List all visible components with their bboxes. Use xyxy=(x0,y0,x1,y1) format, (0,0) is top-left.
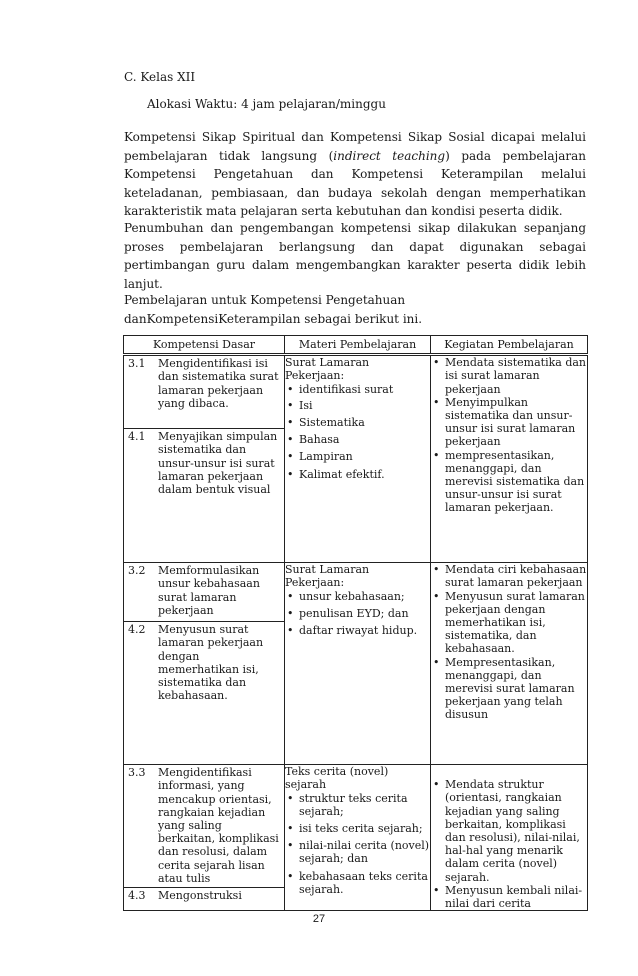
time-allocation: Alokasi Waktu: 4 jam pelajaran/minggu xyxy=(147,97,386,111)
kd-number: 3.1 xyxy=(128,357,146,371)
kd-item xyxy=(124,765,284,887)
list-item: • Menyusun kembali nilai-nilai dari cerita xyxy=(431,884,587,910)
kd-text: Memformulasikan unsur kebahasaan surat lamaran pekerjaan xyxy=(158,564,260,617)
kd-item xyxy=(124,356,284,428)
list-item: • penulisan EYD; dan xyxy=(285,607,430,620)
list-item: • nilai-nilai cerita (novel) sejarah; dan xyxy=(285,839,430,865)
kegiatan-cell xyxy=(431,355,588,563)
kd-item xyxy=(124,428,284,498)
materi-title: Surat Lamaran Pekerjaan: xyxy=(285,563,370,590)
materi-cell xyxy=(285,355,431,563)
kegiatan-cell xyxy=(431,765,588,911)
materi-title: Teks cerita (novel) sejarah xyxy=(285,765,389,792)
kd-number: 4.2 xyxy=(128,623,146,637)
kd-number: 4.3 xyxy=(128,889,146,903)
list-item: • mempresentasikan, menanggapi, dan merevisi sistematika dan unsur-unsur isi surat lamaran pekerjaan. xyxy=(431,449,587,515)
header-kompetensi-dasar: Kompetensi Dasar xyxy=(124,336,285,355)
list-item: • Isi xyxy=(285,399,430,412)
list-item: • Sistematika xyxy=(285,416,430,429)
paragraph-text: Kompetensi Sikap Spiritual dan Kompetensi Sikap Sosial dicapai melalui pembelajaran tidak langsung ( xyxy=(124,130,586,163)
list-item: • daftar riwayat hidup. xyxy=(285,624,430,637)
kd-text: Mengonstruksi xyxy=(158,889,242,903)
list-item: • Mendata struktur (orientasi, rangkaian kejadian yang saling berkaitan, komplikasi dan resolusi), nilai-nilai, hal-hal yang menarik dalam cerita (novel) sejarah. xyxy=(431,778,587,884)
kd-text: Mengidentifikasi informasi, yang mencakup orientasi, rangkaian kejadian yang saling berkaitan, komplikasi dan resolusi, dalam cerita sejarah lisan atau tulis xyxy=(158,766,279,885)
page-number: 27 xyxy=(312,913,326,925)
kegiatan-list xyxy=(431,778,587,910)
intro-line-2: danKompetensiKeterampilan sebagai berikut ini. xyxy=(124,311,423,326)
kd-text: Mengidentifikasi isi dan sistematika surat lamaran pekerjaan yang dibaca. xyxy=(158,357,279,410)
materi-list xyxy=(285,590,430,638)
kegiatan-cell xyxy=(431,563,588,765)
kegiatan-list xyxy=(431,563,587,721)
kd-number: 3.2 xyxy=(128,564,146,578)
list-item: • Mempresentasikan, menanggapi, dan merevisi surat lamaran pekerjaan yang telah disusun xyxy=(431,656,587,722)
kd-item xyxy=(124,621,284,704)
list-item: • unsur kebahasaan; xyxy=(285,590,430,603)
kd-item xyxy=(124,563,284,621)
section-heading: C. Kelas XII xyxy=(124,70,196,84)
kd-cell xyxy=(124,765,285,911)
materi-list xyxy=(285,383,430,481)
list-item: • Menyimpulkan sistematika dan unsur-unsur isi surat lamaran pekerjaan xyxy=(431,396,587,449)
paragraph-attitude-development: Penumbuhan dan pengembangan kompetensi sikap dilakukan sepanjang proses pembelajaran berlangsung dan dapat digunakan sebagai pertimbangan guru dalam mengembangkan karakter peserta didik lebih lanjut. xyxy=(124,221,586,291)
list-item: • identifikasi surat xyxy=(285,383,430,396)
header-kegiatan: Kegiatan Pembelajaran xyxy=(431,336,588,355)
kd-text: Menyusun surat lamaran pekerjaan dengan memerhatikan isi, sistematika dan kebahasaan. xyxy=(158,623,264,703)
list-item: • Mendata sistematika dan isi surat lamaran pekerjaan xyxy=(431,356,587,396)
intro-line-1: Pembelajaran untuk Kompetensi Pengetahuan xyxy=(124,293,406,307)
list-item: • Lampiran xyxy=(285,450,430,463)
paragraph-text: ) pada pembelajaran Kompetensi Pengetahuan dan Kompetensi Keterampilan melalui keteladanan, pembiasaan, dan budaya sekolah dengan memperhatikan karakteristik mata pelajaran serta kebutuhan dan kondisi peserta didik. xyxy=(124,148,586,218)
kegiatan-list xyxy=(431,356,587,514)
materi-cell xyxy=(285,563,431,765)
paragraph-attitude-competence xyxy=(124,128,586,221)
kd-number: 3.3 xyxy=(128,766,146,780)
header-materi: Materi Pembelajaran xyxy=(285,336,431,355)
italic-term: indirect teaching xyxy=(333,148,446,163)
table-row xyxy=(124,563,588,765)
materi-cell xyxy=(285,765,431,911)
kd-number: 4.1 xyxy=(128,430,146,444)
list-item: • Menyusun surat lamaran pekerjaan dengan memerhatikan isi, sistematika, dan kebahasaan. xyxy=(431,590,587,656)
paragraph-learning-intro xyxy=(124,291,586,328)
materi-list xyxy=(285,792,430,896)
table-header-row xyxy=(124,336,588,355)
materi-title: Surat Lamaran Pekerjaan: xyxy=(285,356,370,383)
kd-item xyxy=(124,887,284,904)
kd-cell xyxy=(124,563,285,765)
list-item: • struktur teks cerita sejarah; xyxy=(285,792,430,818)
kd-cell xyxy=(124,355,285,563)
list-item: • kebahasaan teks cerita sejarah. xyxy=(285,870,430,896)
list-item: • Mendata ciri kebahasaan surat lamaran pekerjaan xyxy=(431,563,587,589)
list-item: • Kalimat efektif. xyxy=(285,468,430,481)
kd-text: Menyajikan simpulan sistematika dan unsur-unsur isi surat lamaran pekerjaan dalam bentuk visual xyxy=(158,430,278,497)
list-item: • Bahasa xyxy=(285,433,430,446)
list-item: • isi teks cerita sejarah; xyxy=(285,822,430,835)
competency-table xyxy=(123,335,588,911)
table-row xyxy=(124,355,588,563)
table-row xyxy=(124,765,588,911)
